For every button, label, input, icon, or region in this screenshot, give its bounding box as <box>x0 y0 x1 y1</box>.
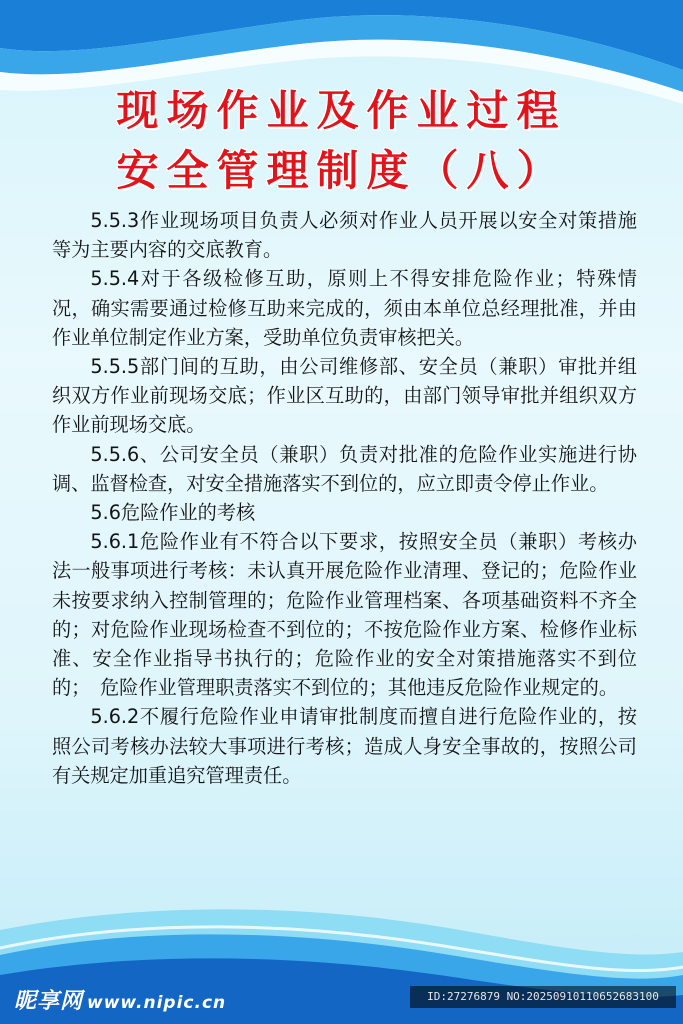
paragraph-5-6-2: 5.6.2不履行危险作业申请审批制度而擅自进行危险作业的，按照公司考核办法较大事项进行考核；造成人身安全事故的，按照公司有关规定加重追究管理责任。 <box>52 705 637 787</box>
body-text <box>52 206 637 790</box>
paragraph-5-5-3: 5.5.3作业现场项目负责人必须对作业人员开展以安全对策措施等为主要内容的交底教育。 <box>52 209 637 262</box>
section-heading-5-6: 5.6危险作业的考核 <box>90 501 256 525</box>
image-id-label: ID:27276879 NO:20250910110652683100 <box>410 986 676 1008</box>
title-line-1: 现场作业及作业过程 <box>116 86 567 135</box>
paragraph-5-5-6: 5.5.6、公司安全员（兼职）负责对批准的危险作业实施进行协调、监督检查，对安全措施落实不到位的，应立即责令停止作业。 <box>52 442 637 495</box>
watermark-url: www.nipic.cn <box>87 993 227 1013</box>
watermark-logo-text: 昵享网 <box>14 989 84 1014</box>
paragraph-5-5-4: 5.5.4对于各级检修互助，原则上不得安排危险作业；特殊情况，确实需要通过检修互助来完成的，须由本单位总经理批准，并由作业单位制定作业方案，受助单位负责审核把关。 <box>52 267 637 349</box>
paragraph-5-6-1: 5.6.1危险作业有不符合以下要求，按照安全员（兼职）考核办法一般事项进行考核：未认真开展危险作业清理、登记的；危险作业未按要求纳入控制管理的；危险作业管理档案、各项基础资料不齐全的；对危险作业现场检查不到位的；不按危险作业方案、检修作业标准、安全作业指导书执行的；危险作业的安全对策措施落实不到位的； 危险作业管理职责落实不到位的；其他违反危险作业规定的。 <box>52 530 637 700</box>
paragraph-5-5-5: 5.5.5部门间的互助，由公司维修部、安全员（兼职）审批并组织双方作业前现场交底；作业区互助的，由部门领导审批并组织双方作业前现场交底。 <box>52 355 637 437</box>
title-line-2: 安全管理制度（八） <box>116 146 567 195</box>
watermark-logo <box>14 984 226 1015</box>
